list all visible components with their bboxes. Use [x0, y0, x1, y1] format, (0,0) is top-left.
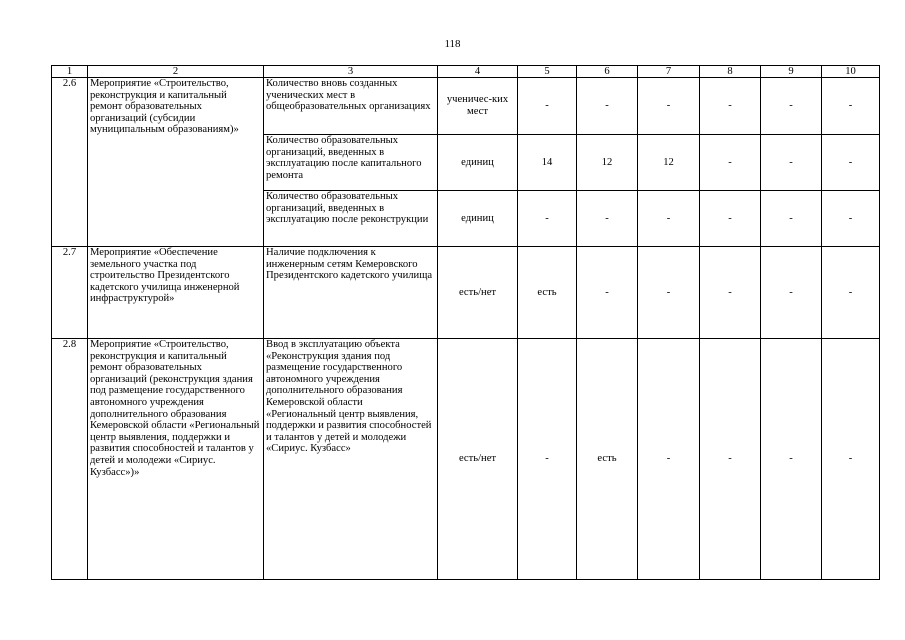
column-header: 7	[638, 66, 700, 78]
value-cell: -	[822, 191, 880, 247]
column-header: 4	[438, 66, 518, 78]
value-cell: -	[822, 247, 880, 339]
value-cell: -	[518, 191, 577, 247]
table-row	[52, 339, 880, 580]
value-cell: -	[761, 247, 822, 339]
indicator-name: Количество образовательных организаций, введенных в эксплуатацию после капитального ремонта	[264, 135, 438, 191]
value-cell: -	[638, 339, 700, 580]
value-cell: -	[761, 191, 822, 247]
value-cell: -	[761, 339, 822, 580]
value-cell: -	[822, 339, 880, 580]
value-cell: есть	[518, 247, 577, 339]
value-cell: -	[700, 191, 761, 247]
column-header: 10	[822, 66, 880, 78]
value-cell: -	[638, 78, 700, 135]
unit: есть/нет	[438, 339, 518, 580]
page-number: 118	[444, 38, 461, 50]
indicators-table	[51, 65, 880, 580]
column-header: 3	[264, 66, 438, 78]
value-cell: -	[700, 339, 761, 580]
event-name: Мероприятие «Обеспечение земельного участка под строительство Президентского кадетского училища инженерной инфраструктурой»	[88, 247, 264, 339]
value-cell: -	[577, 78, 638, 135]
indicator-name: Количество образовательных организаций, введенных в эксплуатацию после реконструкции	[264, 191, 438, 247]
value-cell: 12	[577, 135, 638, 191]
indicator-name: Наличие подключения к инженерным сетям Кемеровского Президентского кадетского училища	[264, 247, 438, 339]
table-row	[52, 247, 880, 339]
value-cell: -	[761, 78, 822, 135]
column-header: 8	[700, 66, 761, 78]
value-cell: -	[638, 191, 700, 247]
event-name: Мероприятие «Строительство, реконструкция и капитальный ремонт образовательных организаций (реконструкция здания под размещение государственного автономного учреждения дополнительного образования Кемеровской области «Региональный центр выявления, поддержки и развития способностей и талантов у детей и молодежи «Сириус. Кузбасс»)»	[88, 339, 264, 580]
value-cell: -	[761, 135, 822, 191]
row-number: 2.7	[52, 247, 88, 339]
column-header: 9	[761, 66, 822, 78]
value-cell: -	[518, 339, 577, 580]
column-header: 6	[577, 66, 638, 78]
value-cell: -	[638, 247, 700, 339]
value-cell: -	[822, 135, 880, 191]
value-cell: -	[822, 78, 880, 135]
value-cell: есть	[577, 339, 638, 580]
unit: единиц	[438, 191, 518, 247]
value-cell: -	[700, 135, 761, 191]
column-header: 5	[518, 66, 577, 78]
row-number: 2.6	[52, 78, 88, 247]
column-header: 2	[88, 66, 264, 78]
value-cell: -	[577, 191, 638, 247]
value-cell: -	[577, 247, 638, 339]
value-cell: -	[518, 78, 577, 135]
indicator-name: Ввод в эксплуатацию объекта «Реконструкция здания под размещение государственного автономного учреждения дополнительного образования Кемеровской области «Региональный центр выявления, поддержки и развития способностей и талантов у детей и молодежи «Сириус. Кузбасс»	[264, 339, 438, 580]
value-cell: 12	[638, 135, 700, 191]
value-cell: -	[700, 247, 761, 339]
event-name: Мероприятие «Строительство, реконструкция и капитальный ремонт образовательных организаций (субсидии муниципальным образованиям)»	[88, 78, 264, 247]
table-header-row	[52, 66, 880, 78]
value-cell: 14	[518, 135, 577, 191]
indicator-name: Количество вновь созданных ученических мест в общеобразовательных организациях	[264, 78, 438, 135]
unit: есть/нет	[438, 247, 518, 339]
row-number: 2.8	[52, 339, 88, 580]
unit: ученичес-ких мест	[438, 78, 518, 135]
column-header: 1	[52, 66, 88, 78]
table-row	[52, 78, 880, 135]
value-cell: -	[700, 78, 761, 135]
unit: единиц	[438, 135, 518, 191]
